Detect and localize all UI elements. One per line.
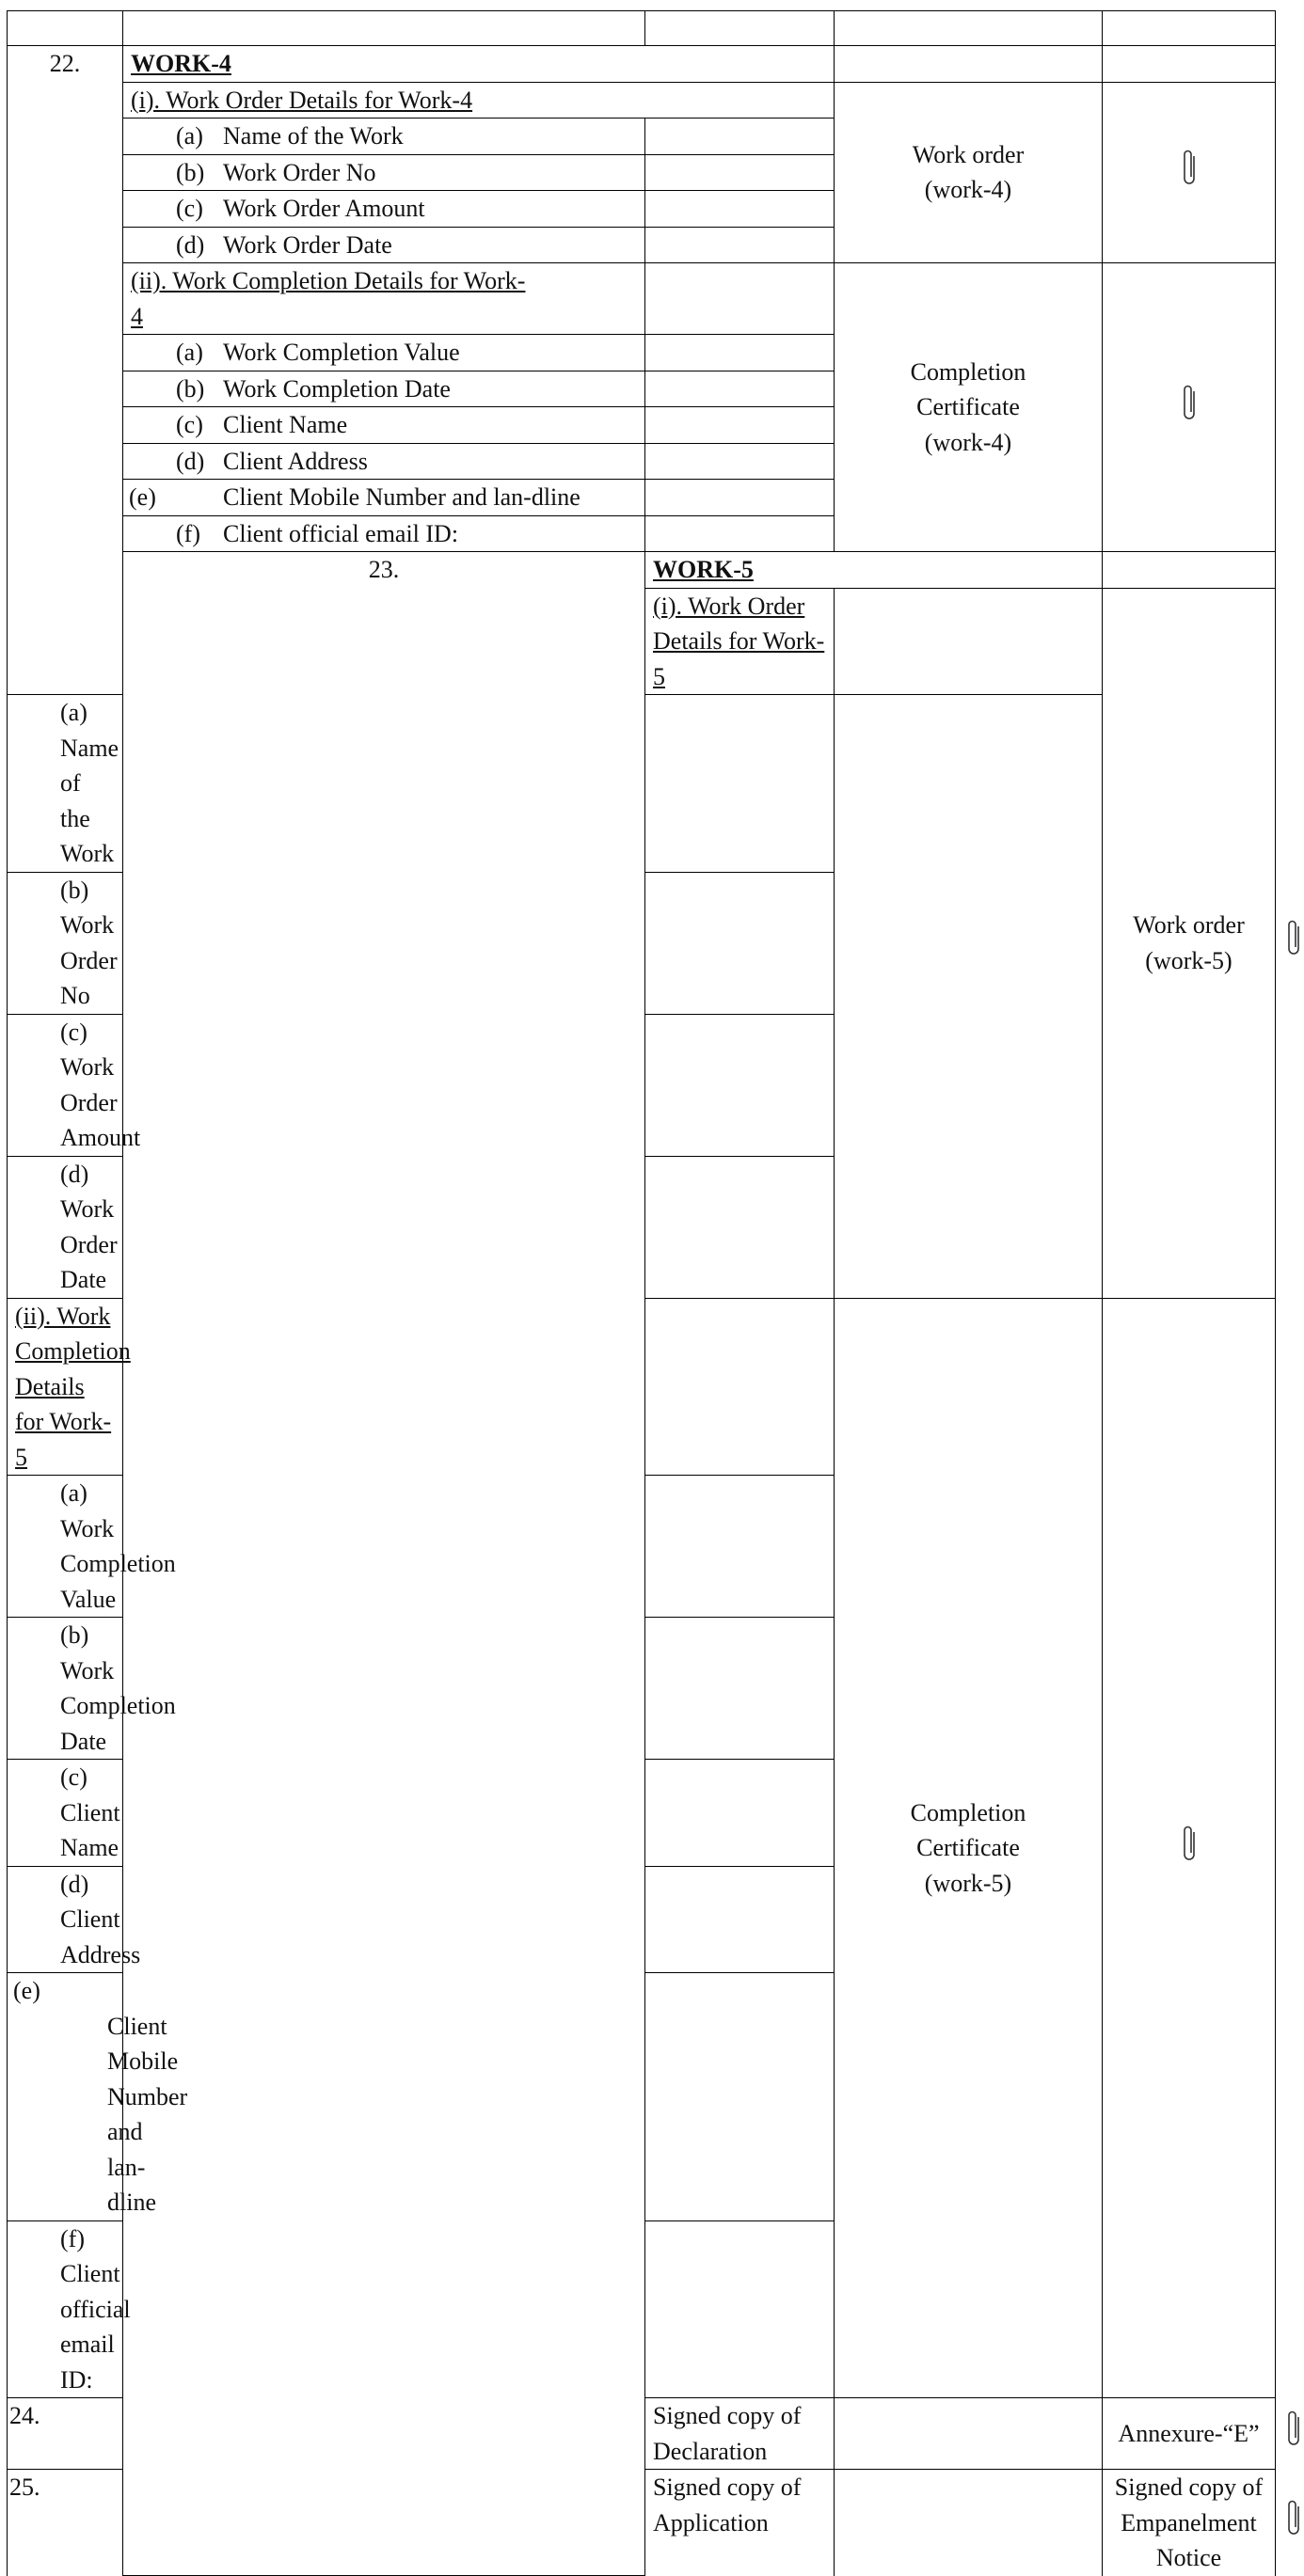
input-cell[interactable] (645, 263, 835, 335)
document-name: Work order (work-5) (1103, 588, 1276, 1298)
table-row (8, 82, 1276, 119)
list-item: (d)Work Order Date (8, 1156, 123, 1298)
serial-number: 22. (8, 46, 123, 695)
paperclip-icon[interactable] (1283, 2497, 1304, 2538)
list-item: (a)Name of the Work (8, 695, 123, 873)
list-item: (e)Client Mobile Number and lan-dline (8, 1973, 123, 2221)
paperclip-icon[interactable] (1179, 147, 1200, 188)
input-cell[interactable] (645, 1298, 835, 1476)
document-page (7, 10, 1275, 2576)
input-cell[interactable] (645, 335, 835, 371)
document-name: Signed copy of Empanelment Notice (1103, 2470, 1276, 2576)
document-name: Work order (work-4) (835, 82, 1103, 263)
list-item: (e) Client Mobile Number and lan-dline (123, 480, 645, 516)
input-cell[interactable] (645, 1618, 835, 1760)
input-cell[interactable] (835, 2470, 1103, 2576)
input-cell[interactable] (645, 480, 835, 516)
serial-number: 25. (8, 2470, 123, 2576)
list-item: (d)Client Address (8, 1866, 123, 1973)
paperclip-icon[interactable] (1283, 917, 1304, 958)
attachment-cell[interactable] (1103, 263, 1276, 552)
list-item: (b) Work Completion Date (123, 371, 645, 407)
input-cell[interactable] (645, 407, 835, 444)
subsection-heading: (i). Work Order Details for Work-5 (645, 588, 835, 695)
table-row (8, 552, 1276, 589)
input-cell[interactable] (645, 1014, 835, 1156)
attachment-cell[interactable] (1103, 82, 1276, 263)
paperclip-icon[interactable] (1179, 382, 1200, 423)
attachment-cell[interactable] (1103, 1298, 1276, 2398)
document-name: Annexure-“E” (1103, 2398, 1276, 2470)
list-item: (a) Name of the Work (123, 119, 645, 155)
list-item: (f)Client official email ID: (8, 2220, 123, 2398)
list-item: (b) Work Order No (123, 154, 645, 191)
input-cell[interactable] (645, 371, 835, 407)
list-item: (b)Work Order No (8, 872, 123, 1014)
input-cell[interactable] (645, 154, 835, 191)
subsection-heading: (ii). Work Completion Details for Work- 4 (123, 263, 645, 335)
section-title: WORK-4 (123, 46, 835, 83)
document-name: Completion Certificate (work-5) (835, 1298, 1103, 2398)
row-label: Signed copy of Application (645, 2470, 835, 2576)
serial-number: 23. (123, 552, 645, 2576)
paperclip-icon[interactable] (1179, 1823, 1200, 1864)
list-item: (c)Work Order Amount (8, 1014, 123, 1156)
input-cell[interactable] (645, 119, 835, 155)
list-item: (c)Client Name (8, 1760, 123, 1867)
input-cell[interactable] (645, 191, 835, 228)
list-item: (c) Work Order Amount (123, 191, 645, 228)
input-cell[interactable] (645, 1156, 835, 1298)
input-cell[interactable] (645, 695, 835, 873)
input-cell[interactable] (835, 588, 1103, 695)
paperclip-icon[interactable] (1283, 2408, 1304, 2449)
table-row (8, 263, 1276, 335)
table-row (8, 11, 1276, 46)
input-cell[interactable] (835, 2398, 1103, 2470)
document-checklist-table (7, 10, 1276, 2576)
input-cell[interactable] (645, 1973, 835, 2221)
list-item: (d) Client Address (123, 443, 645, 480)
list-item: (f) Client official email ID: (123, 515, 645, 552)
input-cell[interactable] (645, 443, 835, 480)
input-cell[interactable] (645, 1760, 835, 1867)
subsection-heading: (ii). Work Completion Details for Work- 5 (8, 1298, 123, 1476)
input-cell[interactable] (645, 515, 835, 552)
document-name: Completion Certificate (work-4) (835, 263, 1103, 552)
input-cell[interactable] (645, 1476, 835, 1618)
serial-number: 24. (8, 2398, 123, 2470)
table-row (8, 46, 1276, 83)
input-cell[interactable] (645, 1866, 835, 1973)
input-cell[interactable] (645, 2220, 835, 2398)
subsection-heading: (i). Work Order Details for Work-4 (123, 82, 835, 119)
list-item: (d) Work Order Date (123, 227, 645, 263)
list-item: (c) Client Name (123, 407, 645, 444)
list-item: (b)Work Completion Date (8, 1618, 123, 1760)
input-cell[interactable] (645, 872, 835, 1014)
list-item: (a)Work Completion Value (8, 1476, 123, 1618)
list-item: (a) Work Completion Value (123, 335, 645, 371)
row-label: Signed copy of Declaration (645, 2398, 835, 2470)
section-title: WORK-5 (645, 552, 1103, 589)
input-cell[interactable] (645, 227, 835, 263)
